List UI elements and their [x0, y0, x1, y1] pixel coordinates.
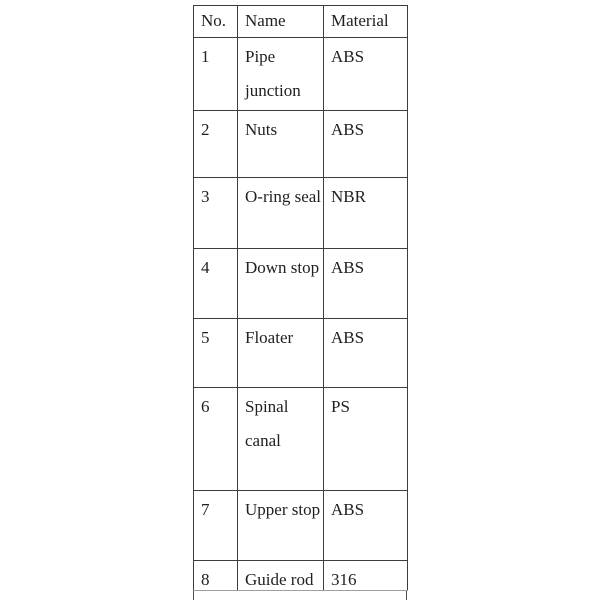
material-cell: ABS: [324, 38, 408, 111]
parts-materials-table: [193, 5, 408, 591]
material-cell: 316: [324, 561, 408, 592]
table-row-8: [194, 561, 408, 592]
name-cell: Upper stop: [238, 491, 324, 561]
header-row: [194, 6, 408, 38]
material-cell: ABS: [324, 111, 408, 178]
no-cell: 1: [194, 38, 238, 111]
column-header-no: No.: [194, 6, 238, 38]
no-cell: 7: [194, 491, 238, 561]
parts-table-container: [193, 5, 408, 591]
material-cell: NBR: [324, 178, 408, 249]
column-header-name: Name: [238, 6, 324, 38]
table-row-3: [194, 178, 408, 249]
table-row-1: [194, 38, 408, 111]
material-cell: ABS: [324, 491, 408, 561]
name-cell: Guide rod: [238, 561, 324, 592]
no-cell: 6: [194, 388, 238, 491]
name-cell: Nuts: [238, 111, 324, 178]
column-header-material: Material: [324, 6, 408, 38]
material-cell: ABS: [324, 319, 408, 388]
no-cell: 2: [194, 111, 238, 178]
no-cell: 5: [194, 319, 238, 388]
material-cell: ABS: [324, 249, 408, 319]
table-row-5: [194, 319, 408, 388]
name-cell: Pipe junction: [238, 38, 324, 111]
table-row-2: [194, 111, 408, 178]
no-cell: 8: [194, 561, 238, 592]
name-cell: Floater: [238, 319, 324, 388]
table-row-7: [194, 491, 408, 561]
no-cell: 3: [194, 178, 238, 249]
table-row-4: [194, 249, 408, 319]
name-cell: O-ring seal: [238, 178, 324, 249]
name-cell: Spinal canal: [238, 388, 324, 491]
material-cell: PS: [324, 388, 408, 491]
no-cell: 4: [194, 249, 238, 319]
table-row-6: [194, 388, 408, 491]
name-cell: Down stop: [238, 249, 324, 319]
table-bottom-edge: [193, 591, 407, 600]
